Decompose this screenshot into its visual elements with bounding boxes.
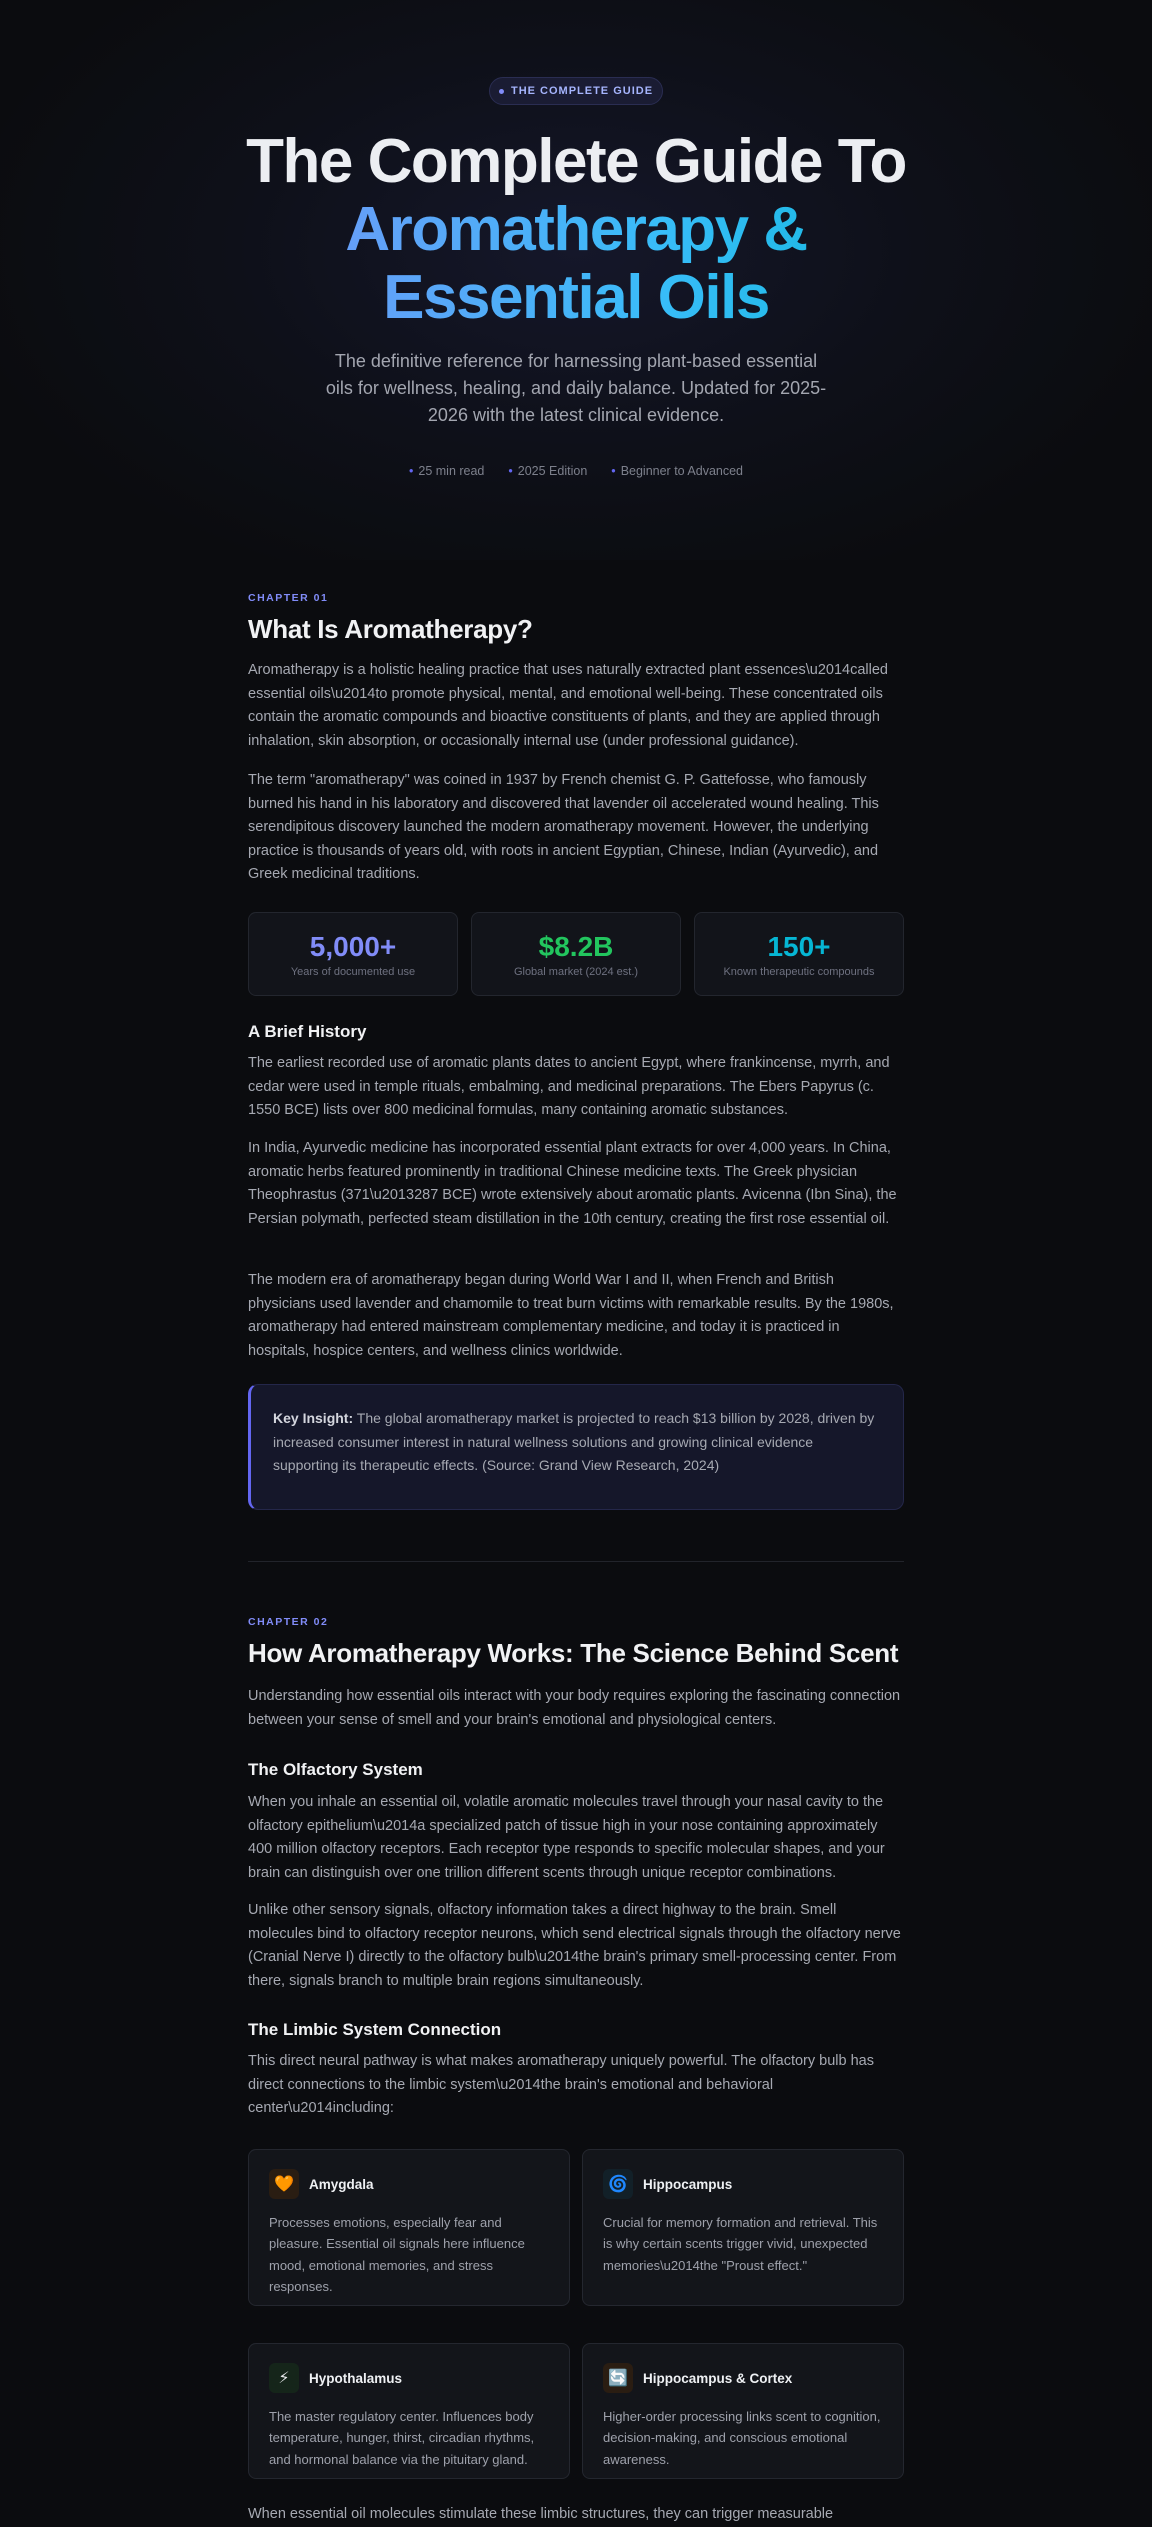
chapter-2-heading-block [248,1638,904,1669]
chapter-1-heading-block [248,614,904,645]
hero-section [0,0,1152,560]
chapter-label: CHAPTER 02 [248,1616,329,1628]
section-divider [248,1561,904,1562]
chapter-2-intro-block [248,1685,904,1732]
badge-label: THE COMPLETE GUIDE [510,85,654,97]
brain-card-hippocampus [582,2149,904,2306]
read-time: • 25 min read [409,464,484,478]
card-text: Higher-order processing links scent to cognition, decision-making, and conscious emotional awareness. [603,2409,881,2467]
heart-icon: 🧡 [269,2169,299,2199]
stat-label: Years of documented use [290,965,416,978]
card-title: Hippocampus & Cortex [643,2370,793,2386]
card-text: Processes emotions, especially fear and pleasure. Essential oil signals here influence mood, emotional memories, and stress responses. [269,2215,525,2294]
chapter-1-intro-block [248,659,904,753]
paragraph: In India, Ayurvedic medicine has incorporated essential plant extracts for over 4,000 years. In China, aromatic herbs featured prominently in traditional Chinese medicine texts. The Greek physician Theophrastus (371\u2013287 BCE) wrote extensively about aromatic plants. Avicenna (Ibn Sina), the Persian polymath, perfected steam distillation in the 10th century, creating the first rose essential oil. [248,1140,897,1227]
stat-value: 5,000+ [309,930,397,962]
key-insight-callout [248,1384,904,1510]
history-p1-block [248,1052,904,1123]
subsection-heading: The Olfactory System [248,1760,423,1779]
olfactory-p1-block [248,1791,904,1885]
card-title: Amygdala [309,2176,374,2192]
title-line-3: Essential Oils [150,264,1002,332]
stat-card [248,912,458,996]
hero-subtitle: The definitive reference for harnessing plant-based essential oils for wellness, healing, and daily balance. Updated for 2025-2026 with the latest clinical evidence. [325,351,827,425]
page-title [150,128,1002,332]
stat-label: Known therapeutic compounds [723,965,875,978]
card-title: Hippocampus [643,2176,733,2192]
paragraph: Understanding how essential oils interact with your body requires exploring the fascinating connection between your sense of smell and your brain's emotional and physiological centers. [248,1688,901,1728]
brain-card-hypothalamus [248,2343,570,2479]
section-heading: What Is Aromatherapy? [248,614,533,644]
paragraph: Unlike other sensory signals, olfactory information takes a direct highway to the brain. Smell molecules bind to olfactory receptor neurons, which send electrical signals through the olfactory nerve (Cranial Nerve I) directly to the olfactory bulb\u2014the brain's primary smell-processing center. From there, signals branch to multiple brain regions simultaneously. [248,1902,901,1989]
card-text: The master regulatory center. Influences body temperature, hunger, thirst, circadian rhythms, and hormonal balance via the pituitary gland. [269,2409,535,2467]
olfactory-p2-block [248,1899,904,1993]
limbic-heading-block [248,2020,904,2040]
insight-text [273,1407,879,1478]
level: • Beginner to Advanced [611,464,743,478]
title-line-1: The Complete Guide To [246,127,906,196]
edition: • 2025 Edition [508,464,587,478]
spiral-icon: 🌀 [603,2169,633,2199]
paragraph: The term "aromatherapy" was coined in 1937 by French chemist G. P. Gattefosse, who famously burned his hand in his laboratory and discovered that lavender oil accelerated wound healing. This serendipitous discovery launched the modern aromatherapy movement. However, the underlying practice is thousands of years old, with roots in ancient Egyptian, Chinese, Indian (Ayurvedic), and Greek medicinal traditions. [248,772,879,883]
limbic-intro-block [248,2050,904,2121]
paragraph: Aromatherapy is a holistic healing practice that uses naturally extracted plant essences\u2014called essential oils\u2014to promote physical, mental, and emotional well-being. These concentrated oils contain the aromatic compounds and bioactive constituents of plants, and they are applied through inhalation, skin absorption, or occasionally internal use (under professional guidance). [248,662,888,749]
paragraph: This direct neural pathway is what makes aromatherapy uniquely powerful. The olfactory bulb has direct connections to the limbic system\u2014the brain's emotional and behavioral center\u2014including: [248,2053,874,2117]
history-p3-block [248,1269,904,1363]
chapter-1-label-block [248,592,904,604]
article-meta [0,464,1152,478]
brain-card-cortex [582,2343,904,2479]
insight-body: The global aromatherapy market is projected to reach $13 billion by 2028, driven by increased consumer interest in natural wellness solutions and growing clinical evidence supporting its therapeutic effects. (Source: Grand View Research, 2024) [273,1410,875,1473]
card-text: Crucial for memory formation and retrieval. This is why certain scents trigger vivid, unexpected memories\u2014the "Proust effect." [603,2215,878,2273]
card-title: Hypothalamus [309,2370,403,2386]
dot-icon [499,89,504,94]
chapter-1-origin-block [248,769,904,887]
insight-label: Key Insight: [273,1410,354,1426]
history-p2-block [248,1137,904,1231]
subsection-heading: A Brief History [248,1022,367,1041]
chapter-2-label-block [248,1616,904,1628]
subsection-heading: The Limbic System Connection [248,2020,502,2039]
paragraph: When essential oil molecules stimulate these limbic structures, they can trigger measurable [248,2506,834,2522]
stats-row [248,912,904,996]
stat-value: 150+ [767,930,831,962]
lightning-icon: ⚡ [269,2363,299,2393]
guide-badge [489,77,663,105]
stat-card [694,912,904,996]
stat-value: $8.2B [538,930,614,962]
paragraph: The modern era of aromatherapy began during World War I and II, when French and British physicians used lavender and chamomile to treat burn victims with remarkable results. By the 1980s, aromatherapy had entered mainstream complementary medicine, and today it is practiced in hospitals, hospice centers, and wellness clinics worldwide. [248,1272,894,1359]
section-heading: How Aromatherapy Works: The Science Behind Scent [248,1638,899,1668]
stat-label: Global market (2024 est.) [513,965,639,978]
cycle-icon: 🔄 [603,2363,633,2393]
history-heading-block [248,1022,904,1042]
stat-card [471,912,681,996]
title-line-2: Aromatherapy & [150,196,1002,264]
chapter-label: CHAPTER 01 [248,592,329,604]
paragraph: When you inhale an essential oil, volatile aromatic molecules travel through your nasal cavity to the olfactory epithelium\u2014a specialized patch of tissue high in your nose containing approximately 400 million olfactory receptors. Each receptor type responds to specific molecular shapes, and your brain can distinguish over one trillion different scents through unique receptor combinations. [248,1794,885,1881]
paragraph: The earliest recorded use of aromatic plants dates to ancient Egypt, where frankincense, myrrh, and cedar were used in temple rituals, embalming, and medicinal preparations. The Ebers Papyrus (c. 1550 BCE) lists over 800 medicinal formulas, many containing aromatic substances. [248,1055,890,1119]
olfactory-heading-block [248,1760,904,1780]
brain-card-amygdala [248,2149,570,2306]
